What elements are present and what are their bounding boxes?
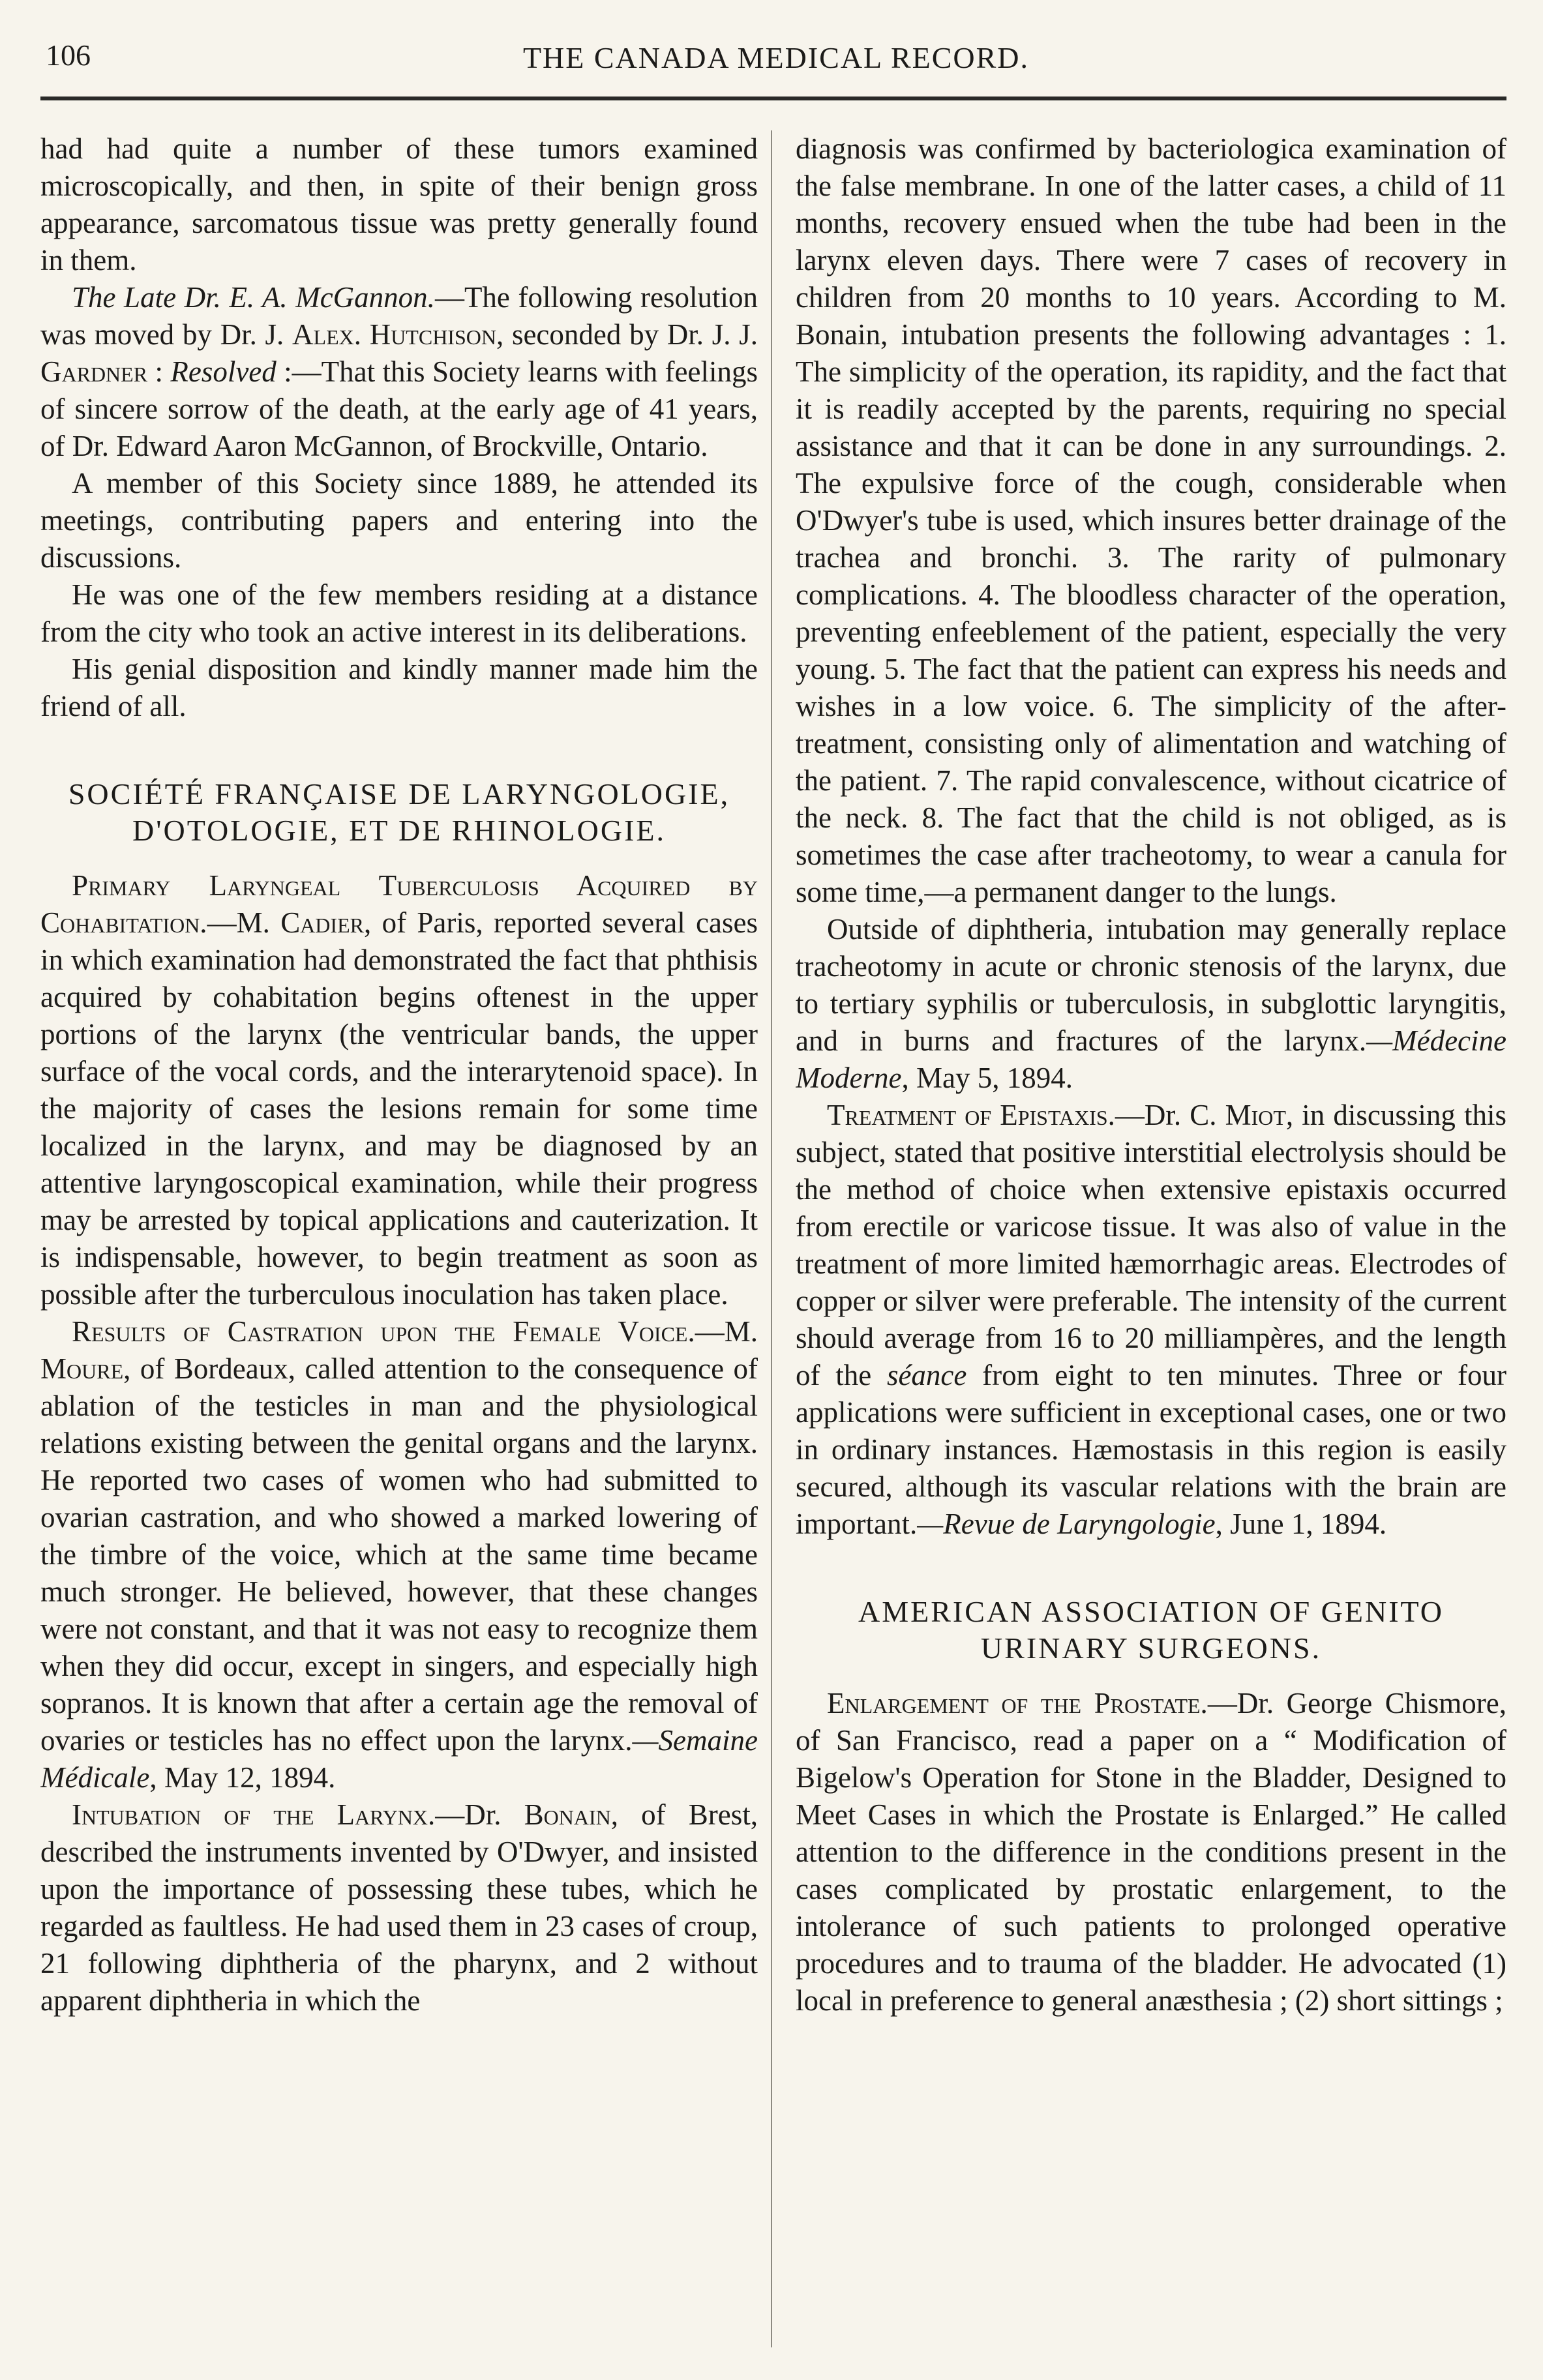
paragraph-distance: He was one of the few members residing at a distance from the city who took an active interest in its deliberations.: [40, 578, 758, 648]
subhead-castration: Results of Castration upon the Female Voice.: [72, 1315, 695, 1348]
subhead-intubation: Intubation of the Larynx.: [72, 1798, 436, 1831]
paragraph-tumors: had had quite a number of these tumors examined microscopically, and then, in spite of their benign gross appearance, sarcomatous tissue was pretty generally found in them.: [40, 132, 758, 276]
journal-title: THE CANADA MEDICAL RECORD.: [522, 41, 1030, 74]
paragraph-castration: Results of Castration upon the Female Voice.—M. Moure, of Bordeaux, called attention to the consequence of ablation of the testicles in man and the physiological relations existing between the genital organs and the larynx. He reported two cases of women who had submitted to ovarian castration, and who showed a marked lowering of the timbre of the voice, which at the same time became much stronger. He believed, however, that these changes were not constant, and that it was not easy to recognize them when they did occur, except in singers, and especially high sopranos. It is known that after a certain age the removal of ovaries or testicles has no effect upon the larynx.—Semaine Médicale, May 12, 1894.: [40, 1315, 758, 1794]
source-citation: —Semaine Médicale: [40, 1724, 758, 1794]
right-column: [796, 130, 1506, 2354]
subhead-tuberculosis: Primary Laryngeal Tuberculosis Acquired by Cohabitation.: [40, 869, 758, 939]
subhead-epistaxis: Treatment of Epistaxis.: [827, 1099, 1115, 1131]
resolved-word: Resolved: [170, 355, 277, 388]
section-heading-societe: SOCIÉTÉ FRANÇAISE DE LARYNGOLOGIE, D'OTOLOGIE, ET DE RHINOLOGIE.: [68, 777, 730, 847]
page-header: [46, 38, 1506, 85]
page-number: 106: [46, 38, 91, 72]
mover-name: Alex. Hutchison: [292, 318, 496, 351]
paragraph-mcgannon-resolution: The Late Dr. E. A. McGannon.—The following resolution was moved by Dr. J. Alex. Hutchison, seconded by Dr. J. J. Gardner : Resolved :—That this Society learns with feelings of sincere sorrow of the death, at the early age of 41 years, of Dr. Edward Aaron McGannon, of Brockville, Ontario.: [40, 281, 758, 462]
subhead-prostate: Enlargement of the Prostate.: [827, 1687, 1208, 1719]
paragraph-outside-diphtheria: Outside of diphtheria, intubation may generally replace tracheotomy in acute or chronic stenosis of the larynx, due to tertiary syphilis or tuberculosis, in subglottic laryngitis, and in burns and fractures of the larynx.—Médecine Moderne, May 5, 1894.: [796, 913, 1506, 1094]
source-citation: —Revue de Laryngologie: [917, 1508, 1216, 1540]
obituary-title: The Late Dr. E. A. McGannon.: [72, 281, 435, 314]
source-citation: —Médecine Moderne: [796, 1024, 1506, 1094]
paragraph-prostate: Enlargement of the Prostate.—Dr. George Chismore, of San Francisco, read a paper on a “ Modification of Bigelow's Operation for Stone in the Bladder, Designed to Meet Cases in which the Prostate is Enlarged.” He called attention to the difference in the conditions present in the cases complicated by prostatic enlargement, to the intolerance of such patients to prolonged operative procedures and to trauma of the bladder. He advocated (1) local in preference to general anæsthesia ; (2) short sittings ;: [796, 1687, 1506, 2017]
paragraph-genial: His genial disposition and kindly manner made him the friend of all.: [40, 653, 758, 722]
left-column: [40, 130, 758, 2354]
paragraph-diagnosis: diagnosis was confirmed by bacteriologica examination of the false membrane. In one of the latter cases, a child of 11 months, recovery ensued when the tube had been in the larynx eleven days. There were 7 cases of recovery in children from 20 months to 10 years. According to M. Bonain, intubation presents the following advantages : 1. The simplicity of the operation, its rapidity, and the fact that it is readily accepted by the parents, requiring no special assistance and that it can be done in any surroundings. 2. The expulsive force of the cough, considerable when O'Dwyer's tube is used, which insures better drainage of the trachea and bronchi. 3. The rarity of pulmonary complications. 4. The bloodless character of the operation, preventing enfeeblement of the patient, especially the very young. 5. The fact that the patient can express his needs and wishes in a low voice. 6. The simplicity of the after-treatment, consisting only of alimentation and watching of the patient. 7. The rapid convalescence, without cicatrice of the neck. 8. The fact that the child is not obliged, as is sometimes the case after tracheotomy, to wear a canula for some time,—a permanent danger to the lungs.: [796, 132, 1506, 908]
paragraph-intubation: Intubation of the Larynx.—Dr. Bonain, of Brest, described the instruments invented by O'Dwyer, and insisted upon the importance of possessing these tubes, which he regarded as faultless. He had used them in 23 cases of croup, 21 following diphtheria of the pharynx, and 2 without apparent diphtheria in which the: [40, 1798, 758, 2017]
seconder-name: Gardner: [40, 355, 148, 388]
header-rule: [40, 97, 1506, 100]
paragraph-member: A member of this Society since 1889, he attended its meetings, contributing papers and entering into the discussions.: [40, 467, 758, 574]
column-divider: [771, 130, 772, 2347]
section-heading-genito-urinary: AMERICAN ASSOCIATION OF GENITO URINARY SURGEONS.: [858, 1595, 1445, 1665]
paragraph-tuberculosis: Primary Laryngeal Tuberculosis Acquired by Cohabitation.—M. Cadier, of Paris, reported several cases in which examination had demonstrated the fact that phthisis acquired by cohabitation begins oftenest in the upper portions of the larynx (the ventricular bands, the upper surface of the vocal cords, and the interarytenoid space). In the majority of cases the lesions remain for some time localized in the larynx, and may be diagnosed by an attentive laryngoscopical examination, while their progress may be arrested by topical applications and cauterization. It is indispensable, however, to begin treatment as soon as possible after the turberculous inoculation has taken place.: [40, 869, 758, 1311]
paragraph-epistaxis: Treatment of Epistaxis.—Dr. C. Miot, in discussing this subject, stated that positive interstitial electrolysis should be the method of choice when extensive epistaxis occurred from erectile or varicose tissue. It was also of value in the treatment of more limited hæmorrhagic areas. Electrodes of copper or silver were preferable. The intensity of the current should average from 16 to 20 milliampères, and the length of the séance from eight to ten minutes. Three or four applications were sufficient in exceptional cases, one or two in ordinary instances. Hæmostasis in this region is easily secured, although its vascular relations with the brain are important.—Revue de Laryngologie, June 1, 1894.: [796, 1099, 1506, 1540]
